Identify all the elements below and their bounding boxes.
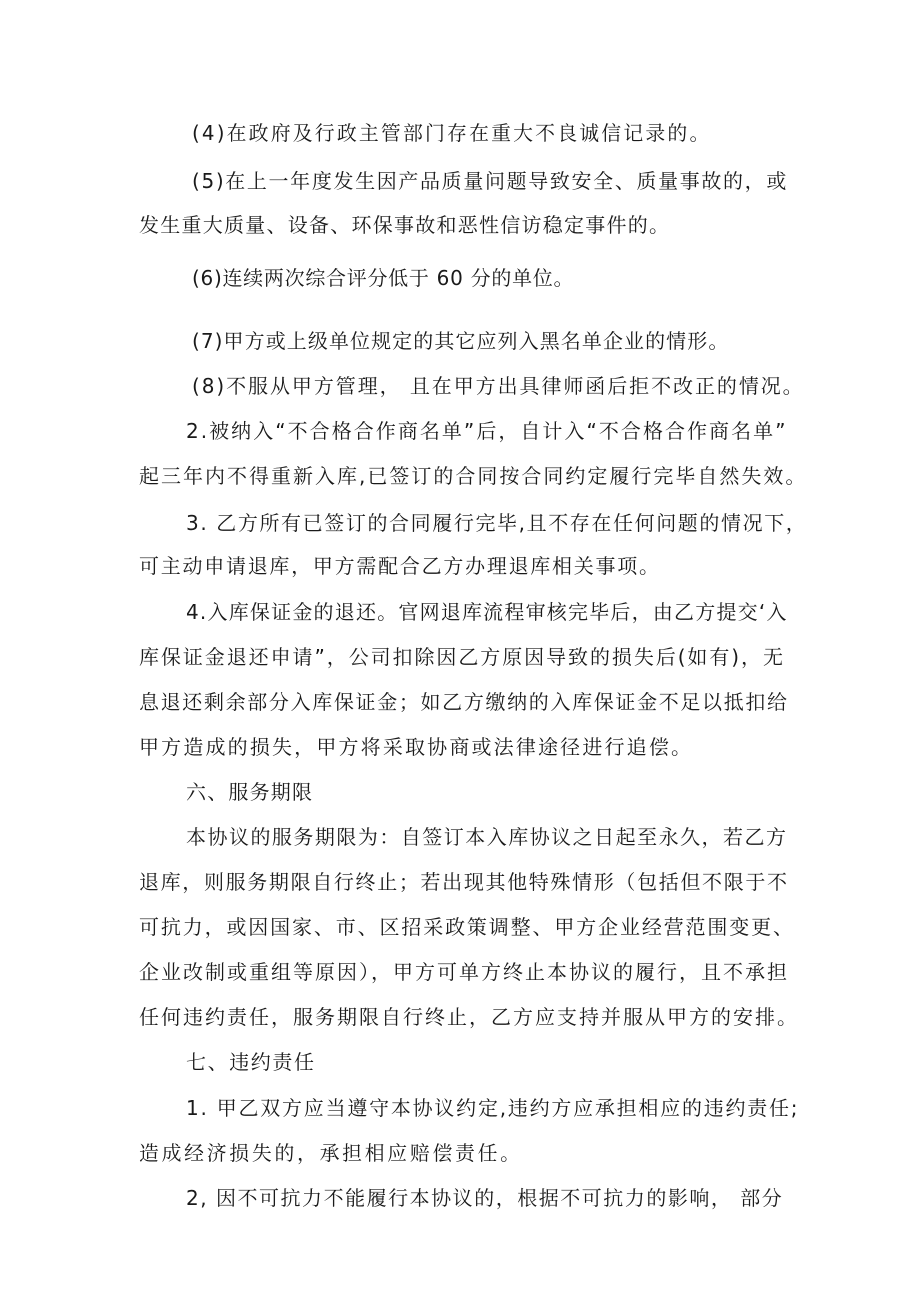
section-6-heading: 六、服务期限 (186, 780, 314, 804)
item-4-line-1: 4.入库保证金的退还。官网退库流程审核完毕后，由乙方提交‘入 (186, 600, 788, 624)
clause-8-line: (8)不服从甲方管理， 且在甲方出具律师函后拒不改正的情况。 (192, 374, 805, 398)
item-3-line-2: 可主动申请退库，甲方需配合乙方办理退库相关事项。 (139, 554, 661, 578)
breach-item-1-line-1: 1. 甲乙双方应当遵守本协议约定,违约方应承担相应的违约责任; (186, 1096, 800, 1120)
clause-4-line: (4)在政府及行政主管部门存在重大不良诚信记录的。 (192, 121, 712, 145)
service-term-line-1: 本协议的服务期限为：自签订本入库协议之日起至永久，若乙方 (186, 825, 788, 849)
clause-5-line-1: (5)在上一年度发生因产品质量问题导致安全、质量事故的，或 (192, 169, 788, 193)
item-2-line-2: 起三年内不得重新入库,已签订的合同按合同约定履行完毕自然失效。 (139, 464, 808, 488)
service-term-line-4: 企业改制或重组等原因），甲方可单方终止本协议的履行，且不承担 (139, 960, 789, 984)
service-term-line-2: 退库，则服务期限自行终止；若出现其他特殊情形（包括但不限于不 (139, 870, 789, 894)
item-4-line-3: 息退还剩余部分入库保证金；如乙方缴纳的入库保证金不足以抵扣给 (139, 690, 789, 714)
service-term-line-3: 可抗力，或因国家、市、区招采政策调整、甲方企业经营范围变更、 (139, 915, 795, 939)
breach-item-1-line-2: 造成经济损失的，承担相应赔偿责任。 (139, 1141, 523, 1165)
clause-5-line-2: 发生重大质量、设备、环保事故和恶性信访稳定事件的。 (139, 213, 671, 237)
item-2-line-1: 2.被纳入“不合格合作商名单”后，自计入“不合格合作商名单” (186, 419, 788, 443)
item-4-line-2: 库保证金退还申请”，公司扣除因乙方原因导致的损失后(如有)，无 (139, 645, 785, 669)
clause-6-line: (6)连续两次综合评分低于 60 分的单位。 (192, 266, 575, 290)
item-4-line-4: 甲方造成的损失，甲方将采取协商或法律途径进行追偿。 (139, 735, 694, 759)
clause-7-line: (7)甲方或上级单位规定的其它应列入黑名单企业的情形。 (192, 329, 730, 353)
service-term-line-5: 任何违约责任，服务期限自行终止，乙方应支持并服从甲方的安排。 (139, 1005, 799, 1029)
item-3-line-1: 3. 乙方所有已签订的合同履行完毕,且不存在任何问题的情况下， (186, 511, 808, 535)
section-7-heading: 七、违约责任 (186, 1050, 316, 1074)
breach-item-2-line-1: 2, 因不可抗力不能履行本协议的，根据不可抗力的影响， 部分 (186, 1186, 784, 1210)
